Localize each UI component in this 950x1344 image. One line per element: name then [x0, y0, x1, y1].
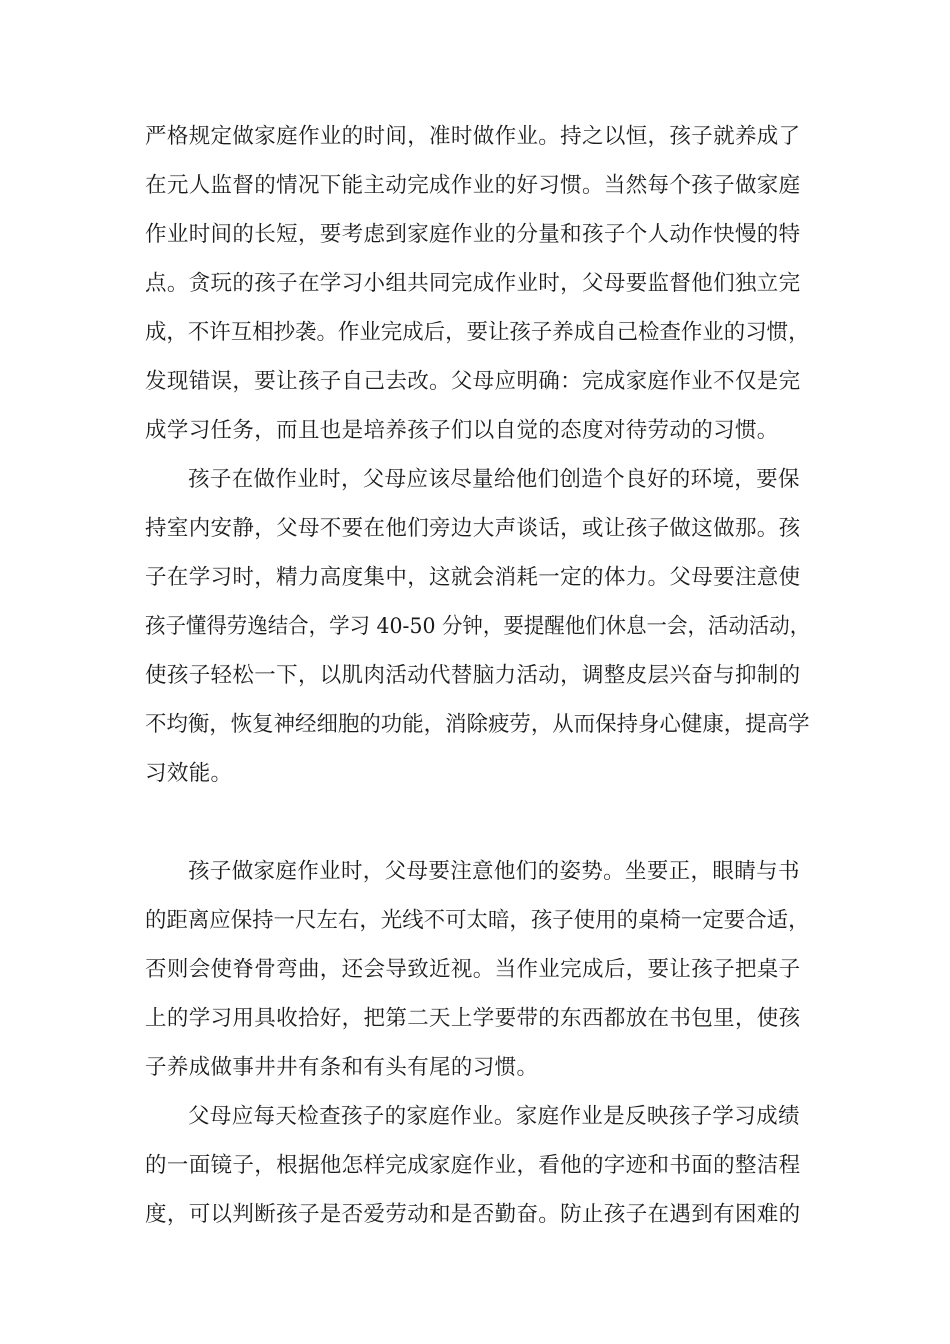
text-line: 孩子做家庭作业时，父母要注意他们的姿势。坐要正，眼睛与书 [188, 859, 800, 884]
text-line: 孩子懂得劳逸结合，学习 40-50 分钟，要提醒他们休息一会，活动活动， [145, 614, 811, 639]
text-line: 习效能。 [145, 761, 233, 786]
text-line: 否则会使脊骨弯曲，还会导致近视。当作业完成后，要让孩子把桌子 [145, 957, 801, 982]
paragraph [145, 112, 810, 455]
text-line: 成，不许互相抄袭。作业完成后，要让孩子养成自己检查作业的习惯， [145, 320, 810, 345]
text-line: 孩子在做作业时，父母应该尽量给他们创造个良好的环境，要保 [188, 467, 800, 492]
paragraph [145, 1092, 810, 1239]
text-line: 度，可以判断孩子是否爱劳动和是否勤奋。防止孩子在遇到有困难的 [145, 1202, 801, 1227]
text-line: 不均衡，恢复神经细胞的功能，消除疲劳，从而保持身心健康，提高学 [145, 712, 810, 737]
text-line: 父母应每天检查孩子的家庭作业。家庭作业是反映孩子学习成绩 [188, 1104, 800, 1129]
text-line: 持室内安静，父母不要在他们旁边大声谈话，或让孩子做这做那。孩 [145, 516, 801, 541]
text-line: 作业时间的长短，要考虑到家庭作业的分量和孩子个人动作快慢的特 [145, 222, 801, 247]
text-line: 的距离应保持一尺左右，光线不可太暗，孩子使用的桌椅一定要合适， [145, 908, 810, 933]
paragraph [145, 455, 810, 847]
text-line: 点。贪玩的孩子在学习小组共同完成作业时，父母要监督他们独立完 [145, 271, 801, 296]
body-text [145, 112, 810, 1239]
text-line: 严格规定做家庭作业的时间，准时做作业。持之以恒，孩子就养成了 [145, 124, 801, 149]
text-line: 发现错误，要让孩子自己去改。父母应明确：完成家庭作业不仅是完 [145, 369, 801, 394]
text-line: 子养成做事井井有条和有头有尾的习惯。 [145, 1055, 539, 1080]
text-line: 在元人监督的情况下能主动完成作业的好习惯。当然每个孩子做家庭 [145, 173, 801, 198]
text-line [145, 798, 810, 847]
text-line: 使孩子轻松一下，以肌肉活动代替脑力活动，调整皮层兴奋与抑制的 [145, 663, 801, 688]
text-line: 子在学习时，精力高度集中，这就会消耗一定的体力。父母要注意使 [145, 565, 801, 590]
text-line: 上的学习用具收拾好，把第二天上学要带的东西都放在书包里，使孩 [145, 1006, 801, 1031]
text-line: 的一面镜子，根据他怎样完成家庭作业，看他的字迹和书面的整洁程 [145, 1153, 801, 1178]
paragraph [145, 847, 810, 1092]
text-line: 成学习任务，而且也是培养孩子们以自觉的态度对待劳动的习惯。 [145, 418, 779, 443]
